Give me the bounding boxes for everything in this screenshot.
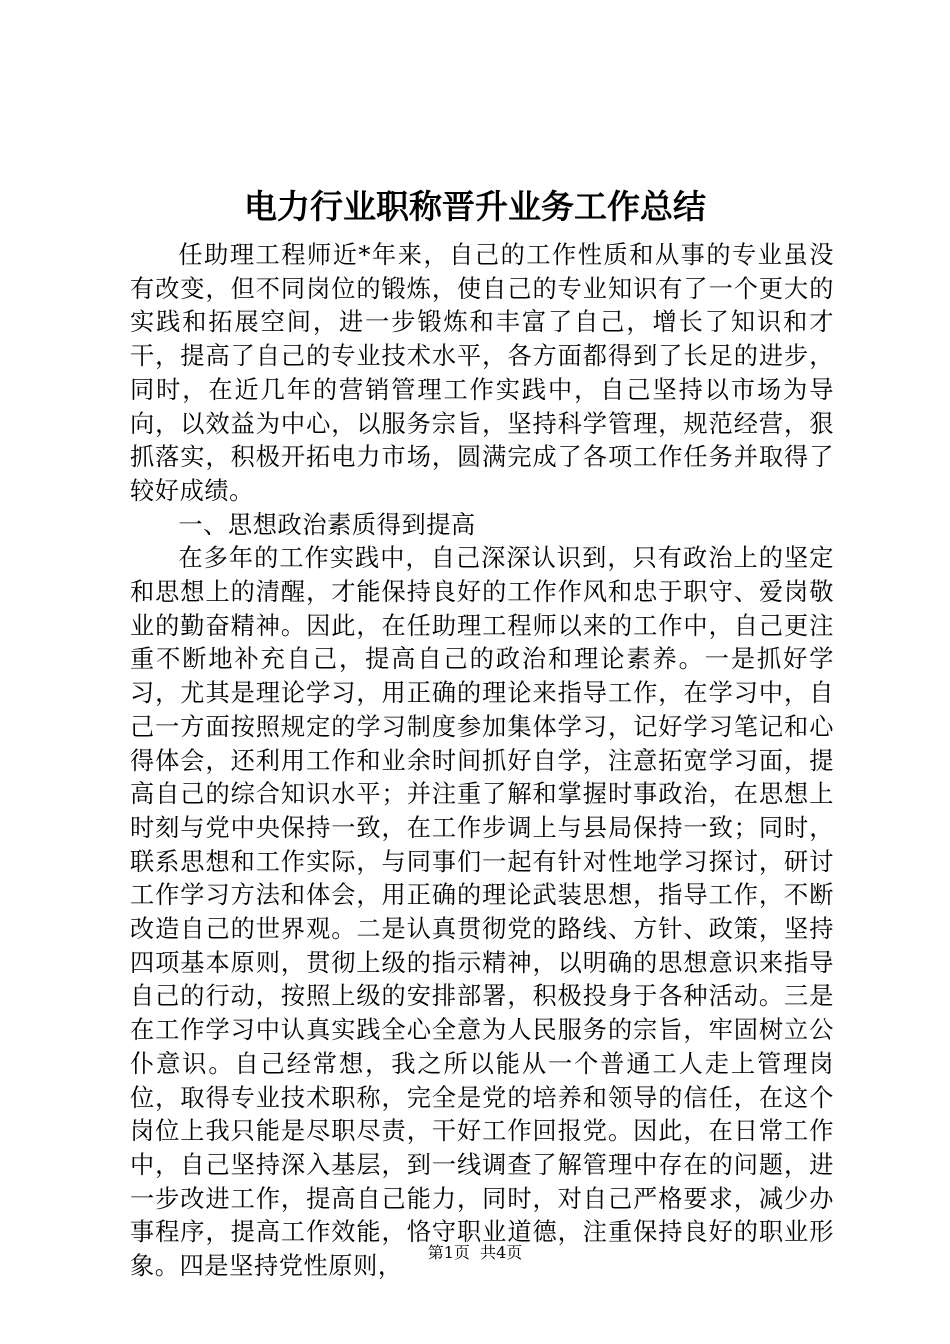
section-heading: 一、思想政治素质得到提高 [178, 510, 476, 539]
page-number: 第1页 [427, 1243, 470, 1262]
paragraph-intro: 任助理工程师近*年来，自己的工作性质和从事的专业虽没有改变，但不同岗位的锻炼，使自己的专业知识有了一个更大的实践和拓展空间，进一步锻炼和丰富了自己，增长了知识和才干，提高了自己的专业技术水平，各方面都得到了长足的进步，同时，在近几年的营销管理工作实践中，自己坚持以市场为导向，以效益为中心，以服务宗旨，坚持科学管理，规范经营，狠抓落实，积极开拓电力市场，圆满完成了各项工作任务并取得了较好成绩。 [130, 241, 834, 505]
page-footer [0, 1241, 950, 1265]
paragraph-political: 在多年的工作实践中，自己深深认识到，只有政治上的坚定和思想上的清醒，才能保持良好的工作作风和忠于职守、爱岗敬业的勤奋精神。因此，在任助理工程师以来的工作中，自己更注重不断地补充自己，提高自己的政治和理论素养。一是抓好学习，尤其是理论学习，用正确的理论来指导工作，在学习中，自己一方面按照规定的学习制度参加集体学习，记好学习笔记和心得体会，还利用工作和业余时间抓好自学，注意拓宽学习面，提高自己的综合知识水平；并注重了解和掌握时事政治，在思想上时刻与党中央保持一致，在工作步调上与县局保持一致；同时，联系思想和工作实际，与同事们一起有针对性地学习探讨，研讨工作学习方法和体会，用正确的理论武装思想，指导工作，不断改造自己的世界观。二是认真贯彻党的路线、方针、政策，坚持四项基本原则，贯彻上级的指示精神，以明确的思想意识来指导自己的行动，按照上级的安排部署，积极投身于各种活动。三是在工作学习中认真实践全心全意为人民服务的宗旨，牢固树立公仆意识。自己经常想，我之所以能从一个普通工人走上管理岗位，取得专业技术职称，完全是党的培养和领导的信任，在这个岗位上我只能是尽职尽责，干好工作回报党。因此，在日常工作中，自己坚持深入基层，到一线调查了解管理中存在的问题，进一步改进工作，提高自己能力，同时，对自己严格要求，减少办事程序，提高工作效能，恪守职业道德，注重保持良好的职业形象。四是坚持党性原则， [130, 544, 834, 1281]
page-total: 共4页 [480, 1243, 523, 1262]
document-body [130, 239, 834, 1284]
document-title: 电力行业职称晋升业务工作总结 [244, 187, 706, 226]
